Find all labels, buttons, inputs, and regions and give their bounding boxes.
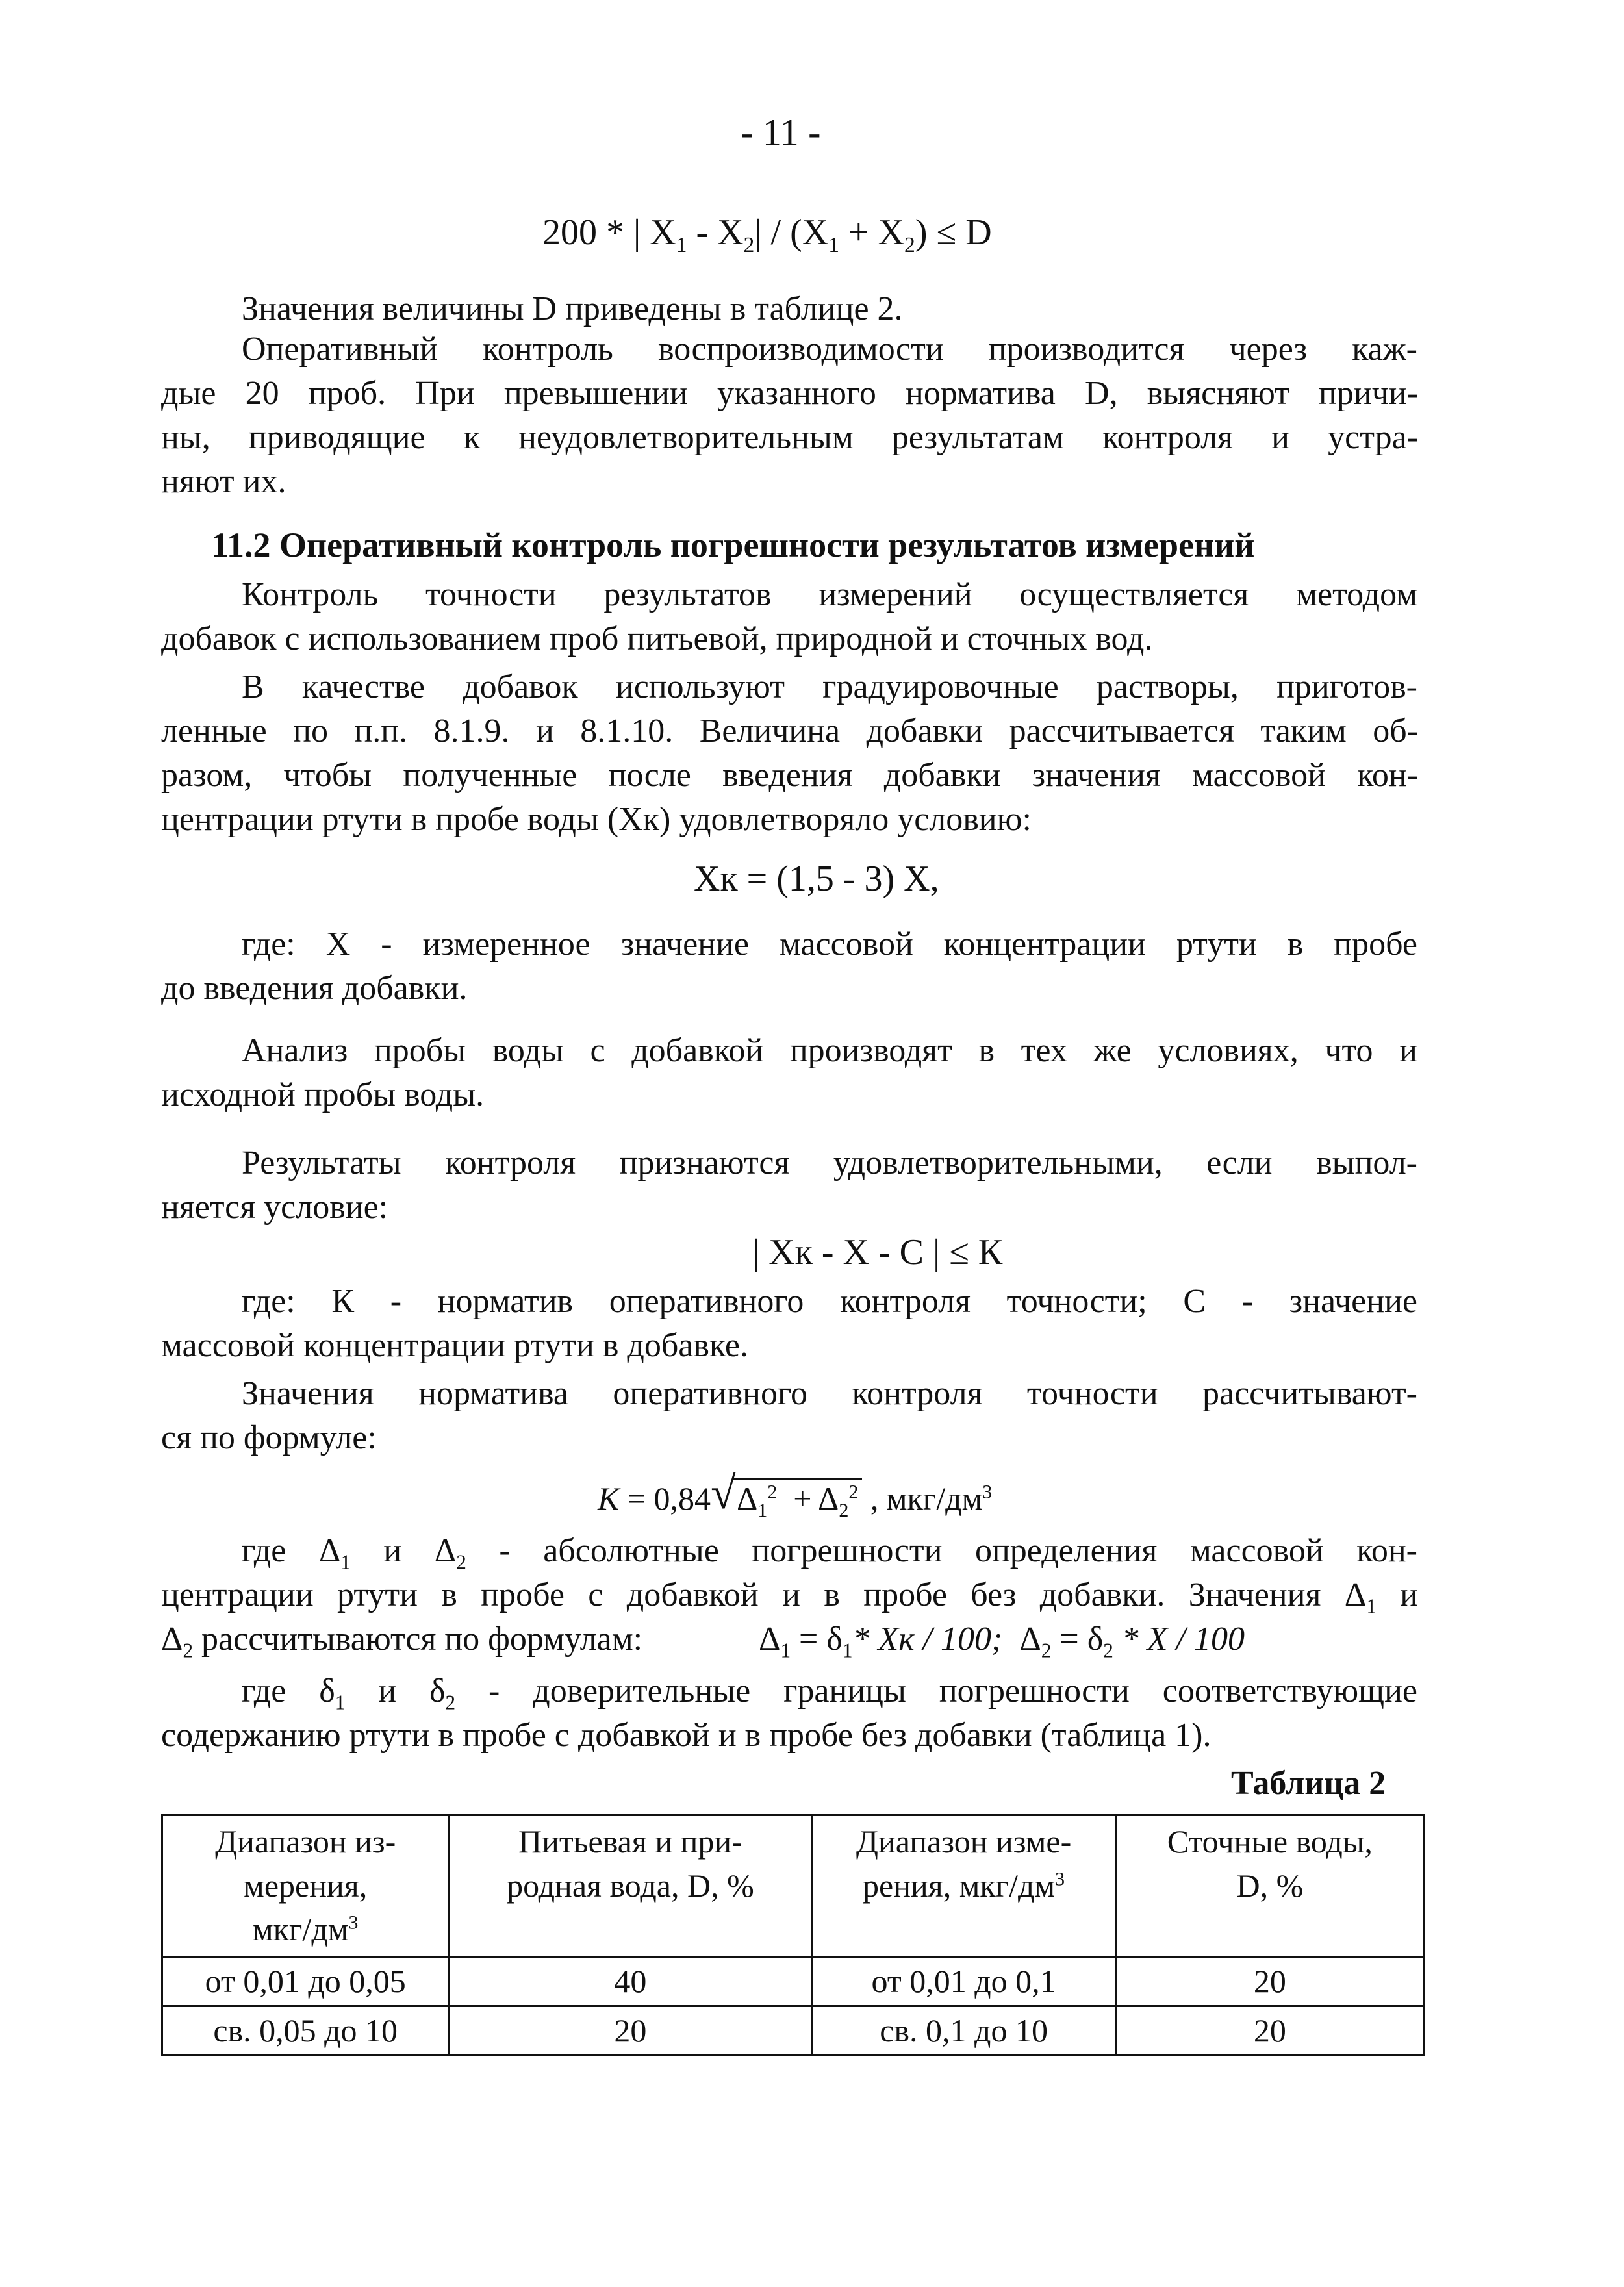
paragraph-line: исходной пробы воды.	[161, 1076, 485, 1113]
paragraph-line: где $\delta_1$ и $\delta_2$ - доверительные границы погрешности соответствующие	[242, 1673, 1417, 1714]
table-row	[162, 1956, 1425, 2006]
table-cell: 20	[449, 2006, 812, 2055]
table-cell: от 0,01 до 0,05	[162, 1956, 449, 2006]
formula-reproducibility: 200 * | $X_1 - X_2| / (X_1 + X_2) \le D$	[542, 212, 992, 258]
paragraph-line: Результаты контроля признаются удовлетворительными, если выпол-	[242, 1144, 1417, 1181]
paragraph-line: Значения величины D приведены в таблице 2.	[242, 290, 903, 327]
paragraph-line: ся по формуле:	[161, 1419, 377, 1456]
page-number: - 11 -	[741, 111, 821, 153]
paragraph-line: $\Delta_2$ рассчитываются по формулам:	[161, 1621, 643, 1662]
table-header-cell: Диапазон из- мерения, мкг/$дм^3$	[162, 1815, 449, 1957]
paragraph-line: где: X - измеренное значение массовой концентрации ртути в пробе	[242, 926, 1417, 963]
paragraph-line: Контроль точности результатов измерений осуществляется методом	[242, 576, 1417, 613]
formula-k: K = 0,84 √ $\Delta_1^2 + \Delta_2^2$ , мкг/$дм^3$	[598, 1469, 993, 1521]
table-header-row	[162, 1815, 1425, 1957]
table-header-cell: Питьевая и при- родная вода, D, %	[449, 1815, 812, 1957]
paragraph-line: В качестве добавок используют градуировочные растворы, приготов-	[242, 668, 1417, 705]
paragraph-line: Значения норматива оперативного контроля точности рассчитывают-	[242, 1375, 1417, 1412]
formula-addition: Хк = (1,5 - 3) Х,	[694, 859, 939, 899]
paragraph-line: до введения добавки.	[161, 970, 468, 1007]
paragraph-line: няют их.	[161, 463, 286, 500]
table-caption: Таблица 2	[1231, 1765, 1386, 1802]
table-cell: 40	[449, 1956, 812, 2006]
paragraph-line: содержанию ртути в пробе с добавкой и в пробе без добавки (таблица 1).	[161, 1717, 1212, 1754]
formula-deltas: $\Delta_1 = \delta_1*$ Хк / 100; $\Delta_2 = \delta_2 * Х / 100$	[759, 1621, 1245, 1662]
paragraph-line: дые 20 проб. При превышении указанного норматива D, выясняют причи-	[161, 375, 1418, 412]
paragraph-line: разом, чтобы полученные после введения добавки значения массовой кон-	[161, 757, 1418, 794]
formula-condition: | Хк - Х - С | ≤ К	[752, 1232, 1003, 1272]
paragraph-line: где $\Delta_1$ и $\Delta_2$ - абсолютные погрешности определения массовой кон-	[242, 1532, 1417, 1574]
paragraph-line: Оперативный контроль воспроизводимости производится через каж-	[242, 331, 1417, 368]
table-header-cell: Сточные воды, D, %	[1115, 1815, 1424, 1957]
table-cell: 20	[1115, 2006, 1424, 2055]
paragraph-line: Анализ пробы воды с добавкой производят в тех же условиях, что и	[242, 1032, 1417, 1069]
paragraph-line: где: К - норматив оперативного контроля точности; С - значение	[242, 1283, 1417, 1320]
section-heading: 11.2 Оперативный контроль погрешности результатов измерений	[211, 525, 1255, 564]
paragraph-line: ны, приводящие к неудовлетворительным результатам контроля и устра-	[161, 419, 1418, 456]
table-row	[162, 2006, 1425, 2055]
table-header-cell: Диапазон изме- рения, мкг/$дм^3$	[812, 1815, 1115, 1957]
table-cell: 20	[1115, 1956, 1424, 2006]
table-cell: св. 0,1 до 10	[812, 2006, 1115, 2055]
paragraph-line: добавок с использованием проб питьевой, природной и сточных вод.	[161, 620, 1153, 657]
paragraph-line: центрации ртути в пробе с добавкой и в пробе без добавки. Значения $\Delta_1$ и	[161, 1576, 1418, 1618]
paragraph-line: центрации ртути в пробе воды (Хк) удовлетворяло условию:	[161, 801, 1032, 838]
paragraph-line: няется условие:	[161, 1189, 388, 1226]
table-cell: св. 0,05 до 10	[162, 2006, 449, 2055]
paragraph-line: ленные по п.п. 8.1.9. и 8.1.10. Величина добавки рассчитывается таким об-	[161, 713, 1418, 750]
norms-table	[161, 1814, 1425, 2056]
paragraph-line: массовой концентрации ртути в добавке.	[161, 1327, 748, 1364]
table-cell: от 0,01 до 0,1	[812, 1956, 1115, 2006]
